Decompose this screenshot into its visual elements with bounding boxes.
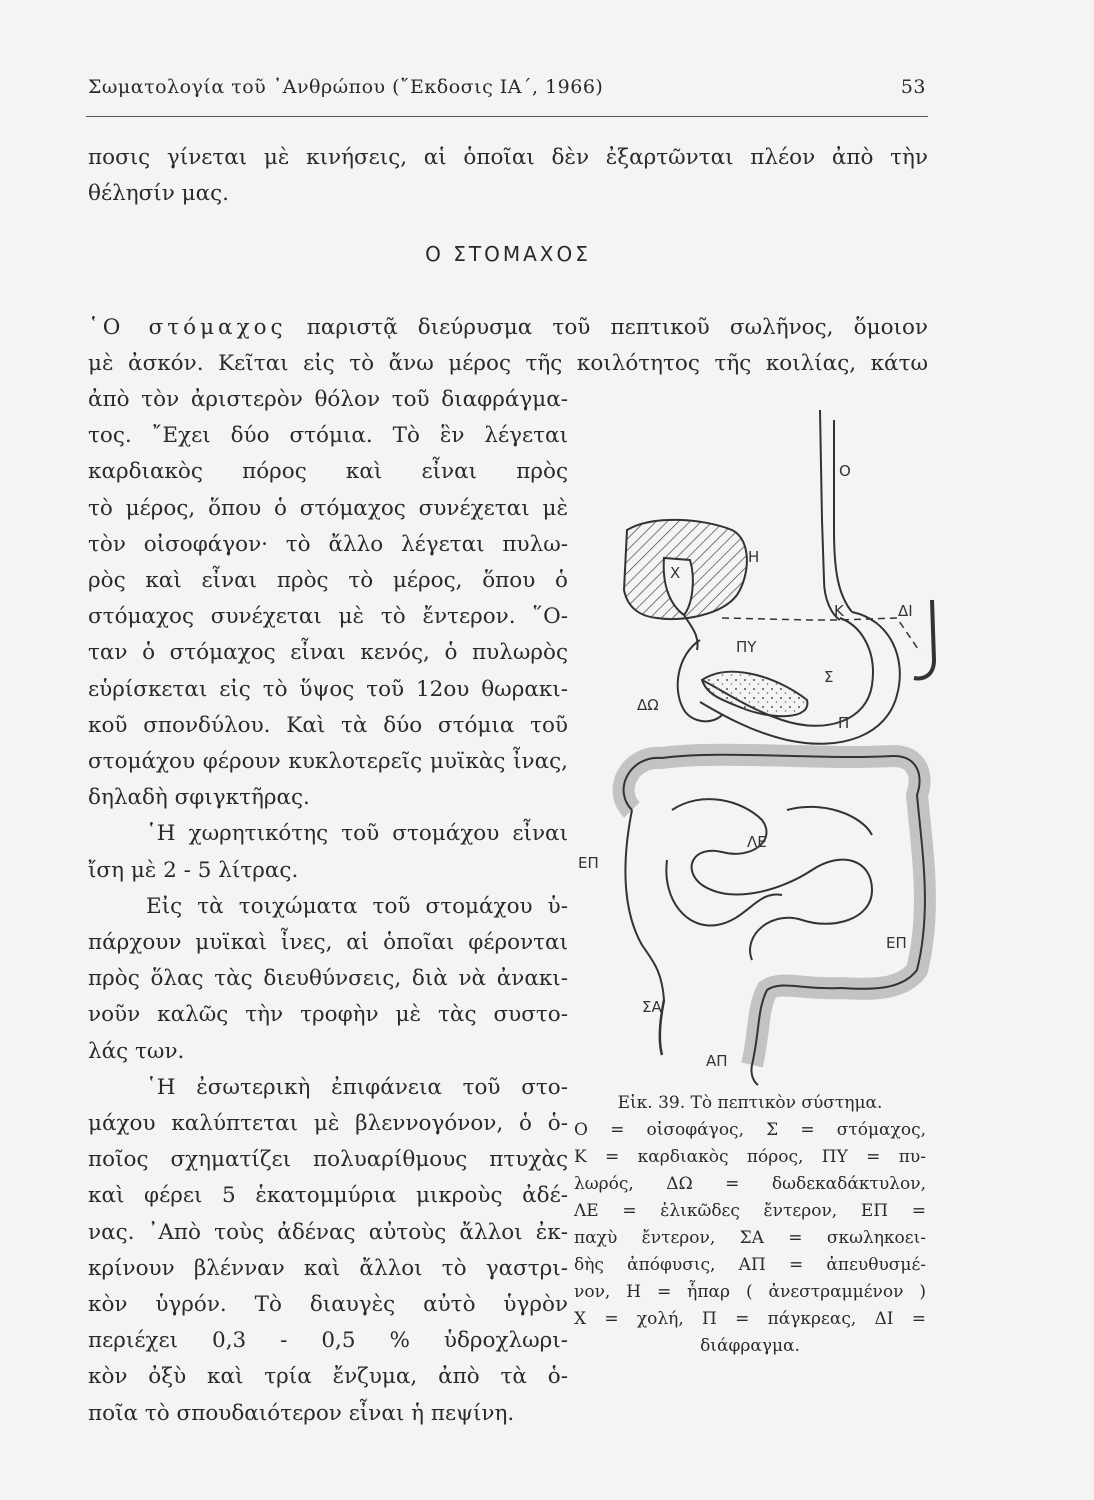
running-head <box>88 76 930 106</box>
label-cardia: Κ <box>834 602 844 620</box>
esophagus-outline <box>820 410 840 620</box>
label-pancreas: Π <box>838 714 850 732</box>
small-intestine <box>787 807 872 835</box>
text-line: θέλησίν μας. <box>88 181 229 206</box>
label-oesophagus: Ο <box>839 462 851 480</box>
bile-duct <box>684 615 698 650</box>
text-line: περιέχει 0,3 - 0,5 % ὑδροχλωρι- <box>88 1328 568 1354</box>
text-line: τὸν οἰσοφάγον· τὸ ἄλλο λέγεται πυλω- <box>88 531 568 557</box>
ascending-colon <box>625 810 664 1000</box>
esophagus-outline <box>834 420 852 612</box>
text-line: κὸν ὀξὺ καὶ τρία ἔνζυμα, ἀπὸ τὰ ὁ- <box>88 1364 568 1390</box>
caption-line: λωρός, ΔΩ = δωδεκαδάκτυλον, <box>574 1174 926 1194</box>
text-line: ταν ὁ στόμαχος εἶναι κενός, ὁ πυλωρὸς <box>88 640 568 666</box>
caption-line: δὴς ἀπόφυσις, ΑΠ = ἀπευθυσμέ- <box>574 1255 926 1275</box>
label-rectum: ΑΠ <box>706 1052 728 1070</box>
label-duodenum: ΔΩ <box>637 696 659 714</box>
text-line: εὑρίσκεται εἰς τὸ ὕψος τοῦ 12ου θωρακι- <box>88 676 568 702</box>
text-line: ἀπὸ τὸν ἀριστερὸν θόλον τοῦ διαφράγμα- <box>88 387 568 412</box>
text-line: πάρχουν μυϊκαὶ ἶνες, αἱ ὁποῖαι φέρονται <box>88 930 568 955</box>
caption-line: Εἰκ. 39. Τὸ πεπτικὸν σύστημα. <box>617 1093 883 1113</box>
text-line: μάχου καλύπτεται μὲ βλεννογόνον, ὁ ὁ- <box>88 1111 568 1136</box>
caption-line: Κ = καρδιακὸς πόρος, ΠΥ = πυ- <box>574 1147 926 1167</box>
running-title: Σωματολογία τοῦ ᾿Ανθρώπου (῎Εκδοσις ΙΑ΄, 1966) <box>88 76 604 98</box>
figure-caption <box>574 1090 926 1360</box>
text-line: νοῦν καλῶς τὴν τροφὴν μὲ τὰς συστο- <box>88 1002 568 1028</box>
text-line: καὶ φέρει 5 ἑκατομμύρια μικροὺς ἀδέ- <box>88 1183 568 1209</box>
header-rule <box>86 116 928 117</box>
text-line: κὸν ὑγρόν. Τὸ διαυγὲς αὐτὸ ὑγρὸν <box>88 1292 568 1317</box>
text-line: τὸ μέρος, ὅπου ὁ στόμαχος συνέχεται μὲ <box>88 495 568 521</box>
text-line: πρὸς ὅλας τὰς διευθύνσεις, διὰ νὰ ἀνακι- <box>88 966 568 992</box>
caption-line: Ο = οἰσοφάγος, Σ = στόμαχος, <box>574 1120 926 1140</box>
text-line: τος. ῎Εχει δύο στόμια. Τὸ ἓν λέγεται <box>88 423 568 449</box>
label-diaphragm: ΔΙ <box>898 602 913 620</box>
page-number: 53 <box>900 76 926 98</box>
caption-line: παχὺ ἔντερον, ΣΑ = σκωληκοει- <box>574 1228 926 1248</box>
text-line: δηλαδὴ σφιγκτῆρας. <box>88 785 310 811</box>
label-stomach: Σ <box>824 668 834 686</box>
text-line: μὲ ἀσκόν. Κεῖται εἰς τὸ ἄνω μέρος τῆς κοιλότητος τῆς κοιλίας, κάτω <box>88 351 928 376</box>
term-spaced: ῾Ο στόμαχος <box>88 315 287 340</box>
text-line: ποῖα τὸ σπουδαιότερον εἶναι ἡ πεψίνη. <box>88 1400 515 1426</box>
caption-line: ΛΕ = ἑλικῶδες ἔντερον, ΕΠ = <box>574 1201 926 1221</box>
text-line: καρδιακὸς πόρος καὶ εἶναι πρὸς <box>88 459 568 485</box>
label-large-intestine-left: ΕΠ <box>578 854 599 872</box>
diaphragm-right <box>914 600 934 678</box>
caption-line: διάφραγμα. <box>700 1336 800 1356</box>
text-line <box>88 310 928 346</box>
caption-line: νον, Η = ἧπαρ ( ἀνεστραμμένον ) <box>574 1282 926 1302</box>
caption-line: Χ = χολή, Π = πάγκρεας, ΔΙ = <box>574 1309 926 1329</box>
text-line: ἴση μὲ 2 - 5 λίτρας. <box>88 857 299 883</box>
label-liver: Η <box>748 548 760 566</box>
pancreas <box>702 672 807 716</box>
text-line: κρίνουν βλένναν καὶ ἄλλοι τὸ γαστρι- <box>88 1255 568 1281</box>
text-line: κοῦ σπονδύλου. Καὶ τὰ δύο στόμια τοῦ <box>88 712 568 738</box>
label-appendix: ΣΑ <box>642 998 662 1016</box>
large-intestine <box>624 755 925 1065</box>
text-line: στομάχου φέρουν κυκλοτερεῖς μυϊκὰς ἶνας, <box>88 749 568 774</box>
label-small-intestine: ΛΕ <box>747 833 767 851</box>
section-heading: Ο ΣΤΟΜΑΧΟΣ <box>425 242 591 266</box>
text-line: ῾Η χωρητικότης τοῦ στομάχου εἶναι <box>146 821 568 847</box>
text-line: Εἰς τὰ τοιχώματα τοῦ στομάχου ὑ- <box>146 893 568 919</box>
text-line: ῾Η ἐσωτερικὴ ἐπιφάνεια τοῦ στο- <box>146 1074 568 1100</box>
small-intestine <box>672 799 872 960</box>
text-line: ποσις γίνεται μὲ κινήσεις, αἱ ὁποῖαι δὲν ἐξαρτῶνται πλέον ἀπὸ τὴν <box>88 145 928 170</box>
text-span: παριστᾷ διεύρυσμα τοῦ πεπτικοῦ σωλῆνος, ὅμοιον <box>286 315 928 340</box>
label-large-intestine-right: ΕΠ <box>886 934 907 952</box>
rectum <box>751 1065 758 1085</box>
text-line: στόμαχος συνέχεται μὲ τὸ ἔντερον. ῞Ο- <box>88 604 568 630</box>
label-bile: Χ <box>670 564 681 582</box>
large-intestine <box>624 755 925 1065</box>
text-line: λάς των. <box>88 1038 185 1064</box>
text-line: ρὸς καὶ εἶναι πρὸς τὸ μέρος, ὅπου ὁ <box>88 568 568 593</box>
text-line: ποῖος σχηματίζει πολυαρίθμους πτυχὰς <box>88 1147 568 1173</box>
text-line: νας. ᾿Απὸ τοὺς ἀδένας αὐτοὺς ἄλλοι ἐκ- <box>88 1219 568 1245</box>
label-pylorus: ΠΥ <box>736 638 757 656</box>
digestive-system-figure <box>572 390 952 1090</box>
